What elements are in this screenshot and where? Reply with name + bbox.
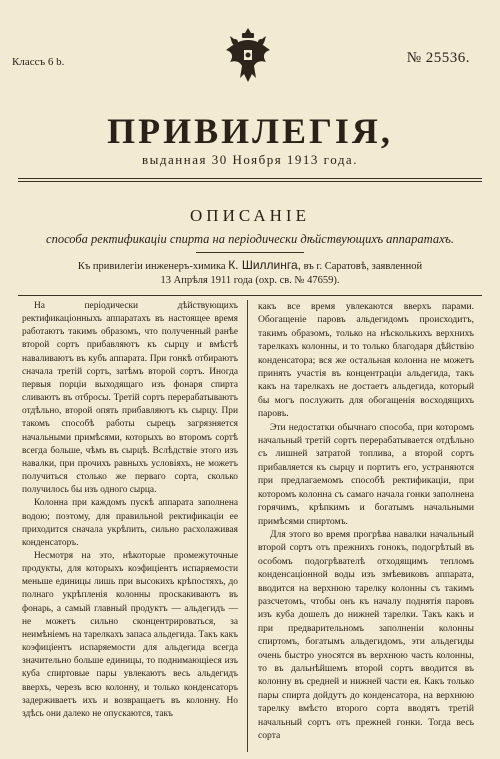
double-headed-eagle-icon xyxy=(222,26,274,84)
text-column-right xyxy=(258,300,474,742)
paragraph: Для этого во время прогрѣва навалки начальный второй сортъ отъ прежнихъ гонокъ, подогрѣтый въ особомъ подогрѣвателѣ отходящимъ тепломъ конденсаціонной воды изъ змѣевиковъ аппарата, вводится на верхнюю тарелку колонны съ такимъ разсчетомъ, чтобы онъ къ началу поднятія паровъ изъ куба дошелъ до нижней тарелки. Такъ какъ и при предварительномъ заполненіи колонны спиртомъ, богатымъ альдегидомъ, эти альдегиды очень быстро уносятся въ верхнюю часть колонны, то въ дальнѣйшемъ второй сортъ вводится въ колонну въ средней и нижней части ея. Какъ только пары спирта дойдутъ до конденсатора, на верхнюю тарелку вмѣсто второго сорта вводятъ третій начальный сортъ отъ прежней гонки. Тогда весь сорта xyxy=(258,528,474,741)
privilege-date: 13 Апрѣля 1911 года (охр. св. № 47659). xyxy=(160,275,340,286)
header-rule xyxy=(18,178,482,179)
text-column-left xyxy=(22,300,238,721)
privilege-reference xyxy=(30,258,470,288)
page-title: ПРИВИЛЕГІЯ, xyxy=(107,111,393,151)
body-divider xyxy=(18,295,482,296)
issue-date-line: выданная 30 Ноября 1913 года. xyxy=(142,152,358,167)
header-rule xyxy=(18,181,482,182)
class-label: Классъ 6 b. xyxy=(12,56,65,68)
section-heading: ОПИСАНІЕ xyxy=(190,206,310,225)
privilege-suffix: въ г. Саратовѣ, заявленной xyxy=(301,261,423,272)
privilege-prefix: Къ привилегіи инженеръ-химика xyxy=(77,261,229,272)
paragraph: На періодически дѣйствующихъ ректификаціонныхъ аппаратахъ въ настоящее время работаютъ такимъ образомъ, что полученный ранѣе второй сортъ прибавляютъ къ сырцу и вмѣстѣ наваливаютъ въ кубъ аппарата. При гонкѣ отбираютъ сначала третій сортъ, затѣмъ второй сортъ. Иногда первыя порціи выходящаго изъ фонаря спирта сливаютъ въ отбросы. Третій сортъ перерабатываютъ отдѣльно, второй опять прибавляютъ къ сырцу. При такомъ способѣ работы сырецъ загрязняется начальными примѣсями, которыхъ во второмъ сортѣ всегда больше, чѣмъ въ сырцѣ. Вслѣдствіе этого изъ навалки, при прочихъ равныхъ условіяхъ, не можетъ получиться столько же перваго сорта, сколько получилось бы изъ одного сырца. xyxy=(22,301,238,496)
patent-number: № 25536. xyxy=(406,50,470,66)
invention-subject: способа ректификаціи спирта на періодически дѣйствующихъ аппаратахъ. xyxy=(46,232,454,246)
paragraph: Колонна при каждомъ пускѣ аппарата заполнена водою; поэтому, для правильной ректификаціи ее приходится сначала укрѣпить, сильно расхолаживая конденсаторъ. xyxy=(22,498,238,548)
paragraph: Несмотря на это, нѣкоторые промежуточные продукты, для которыхъ коэфиціентъ испаряемости меньше единицы лишь при высокихъ крѣпостяхъ, до полнаго укрѣпленія колонны проскакиваютъ въ фонарь, а самый главный продуктъ — альдегидъ — не можетъ сильно сконцентрироваться, за неимѣніемъ на тарелкахъ запаса альдегида. Такъ какъ коэфиціентъ испаряемости для альдегида всегда значительно больше единицы, то поднимающіеся изъ куба спиртовые пары увлекаютъ весь альдегидъ вверхъ, черезъ всю колонну, и только конденсаторъ задерживаетъ ихъ и возвращаетъ въ колонну. Но здѣсь они далеко не опускаются, такъ xyxy=(22,550,238,719)
inventor-name: К. Шиллинга, xyxy=(228,258,302,272)
paragraph: Эти недостатки обычнаго способа, при которомъ начальный третій сортъ перерабатывается отдѣльно съ лишней затратой топлива, а второй сортъ прибавляется къ сырцу и портитъ его, устраняются при предлагаемомъ способѣ ректификаціи, при которомъ колонна съ самаго начала гонки заполнена горячимъ, крѣпкимъ и богатымъ начальными примѣсями спиртомъ. xyxy=(258,421,474,527)
paragraph: какъ все время увлекаются вверхъ парами. Обогащеніе паровъ альдегидомъ происходитъ, такимъ образомъ, только на нѣсколькихъ верхнихъ тарелкахъ колонны, и то только благодаря дѣйствію конденсатора; вся же остальная колонна не можетъ принять участія въ концентраціи альдегида, такъ какъ на тарелкахъ не достаетъ альдегида, который бы могъ послужить для обогащенія восходящихъ паровъ. xyxy=(258,301,474,420)
column-divider xyxy=(247,300,248,752)
short-divider xyxy=(196,252,304,253)
